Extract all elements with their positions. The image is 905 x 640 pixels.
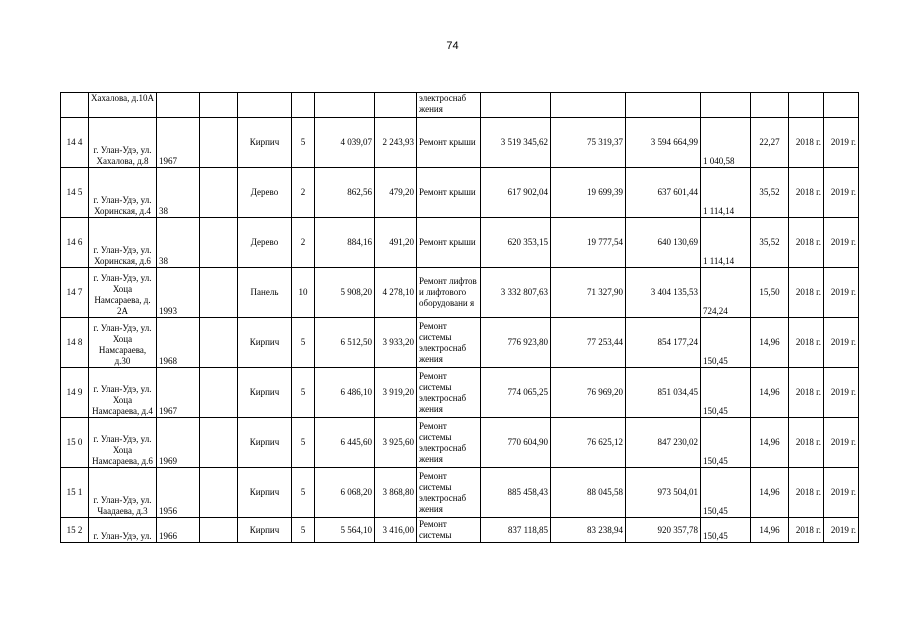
cell-cost-total: 637 601,44 [626, 168, 701, 218]
cell-material: Кирпич [238, 518, 292, 543]
cell-work: Ремонт крыши [417, 218, 481, 268]
cell-cost2: 76 969,20 [551, 368, 626, 418]
cell-year: 1969 [157, 418, 200, 468]
cell-floors: 2 [292, 168, 315, 218]
cell-floors: 5 [292, 368, 315, 418]
cell-address: г. Улан-Удэ, ул. Хоца Намсараева, д.4 [89, 368, 157, 418]
cell-cost2: 19 777,54 [551, 218, 626, 268]
cell-area-living [375, 93, 417, 118]
cell-num: 14 5 [61, 168, 89, 218]
cell-area-total: 6 486,10 [315, 368, 375, 418]
cell-pct [751, 93, 789, 118]
cell-pct: 35,52 [751, 218, 789, 268]
table-row [61, 218, 859, 268]
cell-year: 38 [157, 218, 200, 268]
cell-start: 2018 г. [789, 268, 824, 318]
cell-start [789, 93, 824, 118]
cell-area-total: 6 512,50 [315, 318, 375, 368]
cell-cost-total: 847 230,02 [626, 418, 701, 468]
cell-area-living: 3 933,20 [375, 318, 417, 368]
cell-unit-cost: 150,45 [701, 468, 751, 518]
cell-year [157, 93, 200, 118]
cell-address: г. Улан-Удэ, ул. [89, 518, 157, 543]
cell-unit-cost: 724,24 [701, 268, 751, 318]
table-row [61, 368, 859, 418]
cell-pct: 15,50 [751, 268, 789, 318]
cell-area-living: 4 278,10 [375, 268, 417, 318]
cell-area-total [315, 93, 375, 118]
cell-material [238, 93, 292, 118]
cell-end: 2019 г. [824, 468, 859, 518]
cell-address: г. Улан-Удэ, ул. Хоринская, д.6 [89, 218, 157, 268]
cell-num: 14 8 [61, 318, 89, 368]
cell-address: г. Улан-Удэ, ул. Хахалова, д.8 [89, 118, 157, 168]
cell-address: г. Улан-Удэ, ул. Хоринская, д.4 [89, 168, 157, 218]
cell-unit-cost [701, 93, 751, 118]
cell-unit-cost: 1 114,14 [701, 168, 751, 218]
table-body [61, 93, 859, 543]
cell-year: 1966 [157, 518, 200, 543]
cell-cost-total: 920 357,78 [626, 518, 701, 543]
cell-pct: 14,96 [751, 418, 789, 468]
cell-start: 2018 г. [789, 418, 824, 468]
cell-start: 2018 г. [789, 218, 824, 268]
cell-cost-total: 640 130,69 [626, 218, 701, 268]
cell-end: 2019 г. [824, 418, 859, 468]
cell-num: 14 9 [61, 368, 89, 418]
cell-end: 2019 г. [824, 218, 859, 268]
cell-unit-cost: 150,45 [701, 418, 751, 468]
cell-material: Кирпич [238, 318, 292, 368]
cell-empty [200, 418, 238, 468]
cell-year: 1956 [157, 468, 200, 518]
cell-empty [200, 518, 238, 543]
cell-material: Дерево [238, 168, 292, 218]
table-row [61, 468, 859, 518]
cell-cost1 [481, 93, 551, 118]
table-row [61, 268, 859, 318]
cell-empty [200, 118, 238, 168]
cell-unit-cost: 1 040,58 [701, 118, 751, 168]
cell-cost2: 77 253,44 [551, 318, 626, 368]
cell-work: Ремонт крыши [417, 118, 481, 168]
cell-end: 2019 г. [824, 368, 859, 418]
cell-start: 2018 г. [789, 468, 824, 518]
cell-empty [200, 168, 238, 218]
cell-material: Панель [238, 268, 292, 318]
cell-floors [292, 93, 315, 118]
cell-cost2: 75 319,37 [551, 118, 626, 168]
table-row [61, 418, 859, 468]
cell-year: 1967 [157, 118, 200, 168]
cell-num: 15 0 [61, 418, 89, 468]
cell-end: 2019 г. [824, 318, 859, 368]
cell-material: Кирпич [238, 468, 292, 518]
cell-work: Ремонт крыши [417, 168, 481, 218]
cell-empty [200, 318, 238, 368]
cell-start: 2018 г. [789, 118, 824, 168]
cell-floors: 5 [292, 518, 315, 543]
cell-year: 1967 [157, 368, 200, 418]
cell-address: г. Улан-Удэ, ул. Хоца Намсараева, д.30 [89, 318, 157, 368]
cell-floors: 5 [292, 318, 315, 368]
cell-area-living: 2 243,93 [375, 118, 417, 168]
cell-empty [200, 218, 238, 268]
cell-year: 1993 [157, 268, 200, 318]
cell-end: 2019 г. [824, 168, 859, 218]
cell-pct: 22,27 [751, 118, 789, 168]
cell-area-living: 3 868,80 [375, 468, 417, 518]
table-row-continued [61, 93, 859, 118]
cell-area-total: 862,56 [315, 168, 375, 218]
cell-empty [200, 268, 238, 318]
cell-end: 2019 г. [824, 268, 859, 318]
repair-schedule-table [60, 92, 859, 543]
cell-start: 2018 г. [789, 318, 824, 368]
cell-cost2: 88 045,58 [551, 468, 626, 518]
cell-cost2: 76 625,12 [551, 418, 626, 468]
cell-work: Ремонт лифтов и лифтового оборудовани я [417, 268, 481, 318]
cell-area-living: 479,20 [375, 168, 417, 218]
cell-material: Дерево [238, 218, 292, 268]
cell-empty [200, 368, 238, 418]
cell-cost1: 770 604,90 [481, 418, 551, 468]
cell-cost1: 776 923,80 [481, 318, 551, 368]
cell-cost1: 617 902,04 [481, 168, 551, 218]
cell-num: 15 1 [61, 468, 89, 518]
cell-area-living: 491,20 [375, 218, 417, 268]
cell-cost2: 71 327,90 [551, 268, 626, 318]
cell-year: 38 [157, 168, 200, 218]
cell-unit-cost: 150,45 [701, 518, 751, 543]
cell-pct: 14,96 [751, 368, 789, 418]
cell-num: 14 6 [61, 218, 89, 268]
cell-area-total: 6 445,60 [315, 418, 375, 468]
cell-material: Кирпич [238, 368, 292, 418]
cell-num: 14 4 [61, 118, 89, 168]
cell-address: г. Улан-Удэ, ул. Хоца Намсараева, д. 2А [89, 268, 157, 318]
cell-cost2 [551, 93, 626, 118]
table-row [61, 518, 859, 543]
cell-unit-cost: 150,45 [701, 368, 751, 418]
cell-start: 2018 г. [789, 518, 824, 543]
cell-end: 2019 г. [824, 118, 859, 168]
cell-work: электроснаб жения [417, 93, 481, 118]
cell-cost2: 83 238,94 [551, 518, 626, 543]
cell-end [824, 93, 859, 118]
cell-area-living: 3 416,00 [375, 518, 417, 543]
cell-num: 14 7 [61, 268, 89, 318]
cell-pct: 14,96 [751, 518, 789, 543]
cell-address: г. Улан-Удэ, ул. Чаадаева, д.3 [89, 468, 157, 518]
cell-area-living: 3 919,20 [375, 368, 417, 418]
cell-address: г. Улан-Удэ, ул. Хоца Намсараева, д.6 [89, 418, 157, 468]
cell-cost-total: 3 594 664,99 [626, 118, 701, 168]
cell-floors: 5 [292, 118, 315, 168]
cell-cost1: 837 118,85 [481, 518, 551, 543]
cell-area-total: 4 039,07 [315, 118, 375, 168]
cell-cost1: 3 519 345,62 [481, 118, 551, 168]
cell-material: Кирпич [238, 418, 292, 468]
cell-pct: 14,96 [751, 318, 789, 368]
cell-work: Ремонт системы электроснаб жения [417, 418, 481, 468]
cell-num [61, 93, 89, 118]
table-row [61, 118, 859, 168]
table-row [61, 318, 859, 368]
cell-empty [200, 93, 238, 118]
cell-floors: 5 [292, 468, 315, 518]
cell-cost1: 620 353,15 [481, 218, 551, 268]
cell-cost1: 885 458,43 [481, 468, 551, 518]
cell-area-total: 5 908,20 [315, 268, 375, 318]
cell-address: Хахалова, д.10А [89, 93, 157, 118]
cell-num: 15 2 [61, 518, 89, 543]
cell-pct: 14,96 [751, 468, 789, 518]
cell-end: 2019 г. [824, 518, 859, 543]
cell-work: Ремонт системы [417, 518, 481, 543]
cell-area-living: 3 925,60 [375, 418, 417, 468]
cell-unit-cost: 150,45 [701, 318, 751, 368]
cell-work: Ремонт системы электроснаб жения [417, 368, 481, 418]
page-number: 74 [446, 40, 459, 52]
cell-cost-total: 851 034,45 [626, 368, 701, 418]
cell-work: Ремонт системы электроснаб жения [417, 318, 481, 368]
cell-year: 1968 [157, 318, 200, 368]
cell-area-total: 884,16 [315, 218, 375, 268]
cell-floors: 10 [292, 268, 315, 318]
cell-cost1: 774 065,25 [481, 368, 551, 418]
cell-cost-total: 854 177,24 [626, 318, 701, 368]
cell-start: 2018 г. [789, 368, 824, 418]
cell-work: Ремонт системы электроснаб жения [417, 468, 481, 518]
cell-cost-total: 973 504,01 [626, 468, 701, 518]
cell-cost1: 3 332 807,63 [481, 268, 551, 318]
cell-start: 2018 г. [789, 168, 824, 218]
cell-unit-cost: 1 114,14 [701, 218, 751, 268]
cell-floors: 2 [292, 218, 315, 268]
cell-pct: 35,52 [751, 168, 789, 218]
cell-area-total: 5 564,10 [315, 518, 375, 543]
cell-empty [200, 468, 238, 518]
table-row [61, 168, 859, 218]
cell-floors: 5 [292, 418, 315, 468]
cell-cost-total [626, 93, 701, 118]
cell-material: Кирпич [238, 118, 292, 168]
cell-cost2: 19 699,39 [551, 168, 626, 218]
cell-cost-total: 3 404 135,53 [626, 268, 701, 318]
cell-area-total: 6 068,20 [315, 468, 375, 518]
